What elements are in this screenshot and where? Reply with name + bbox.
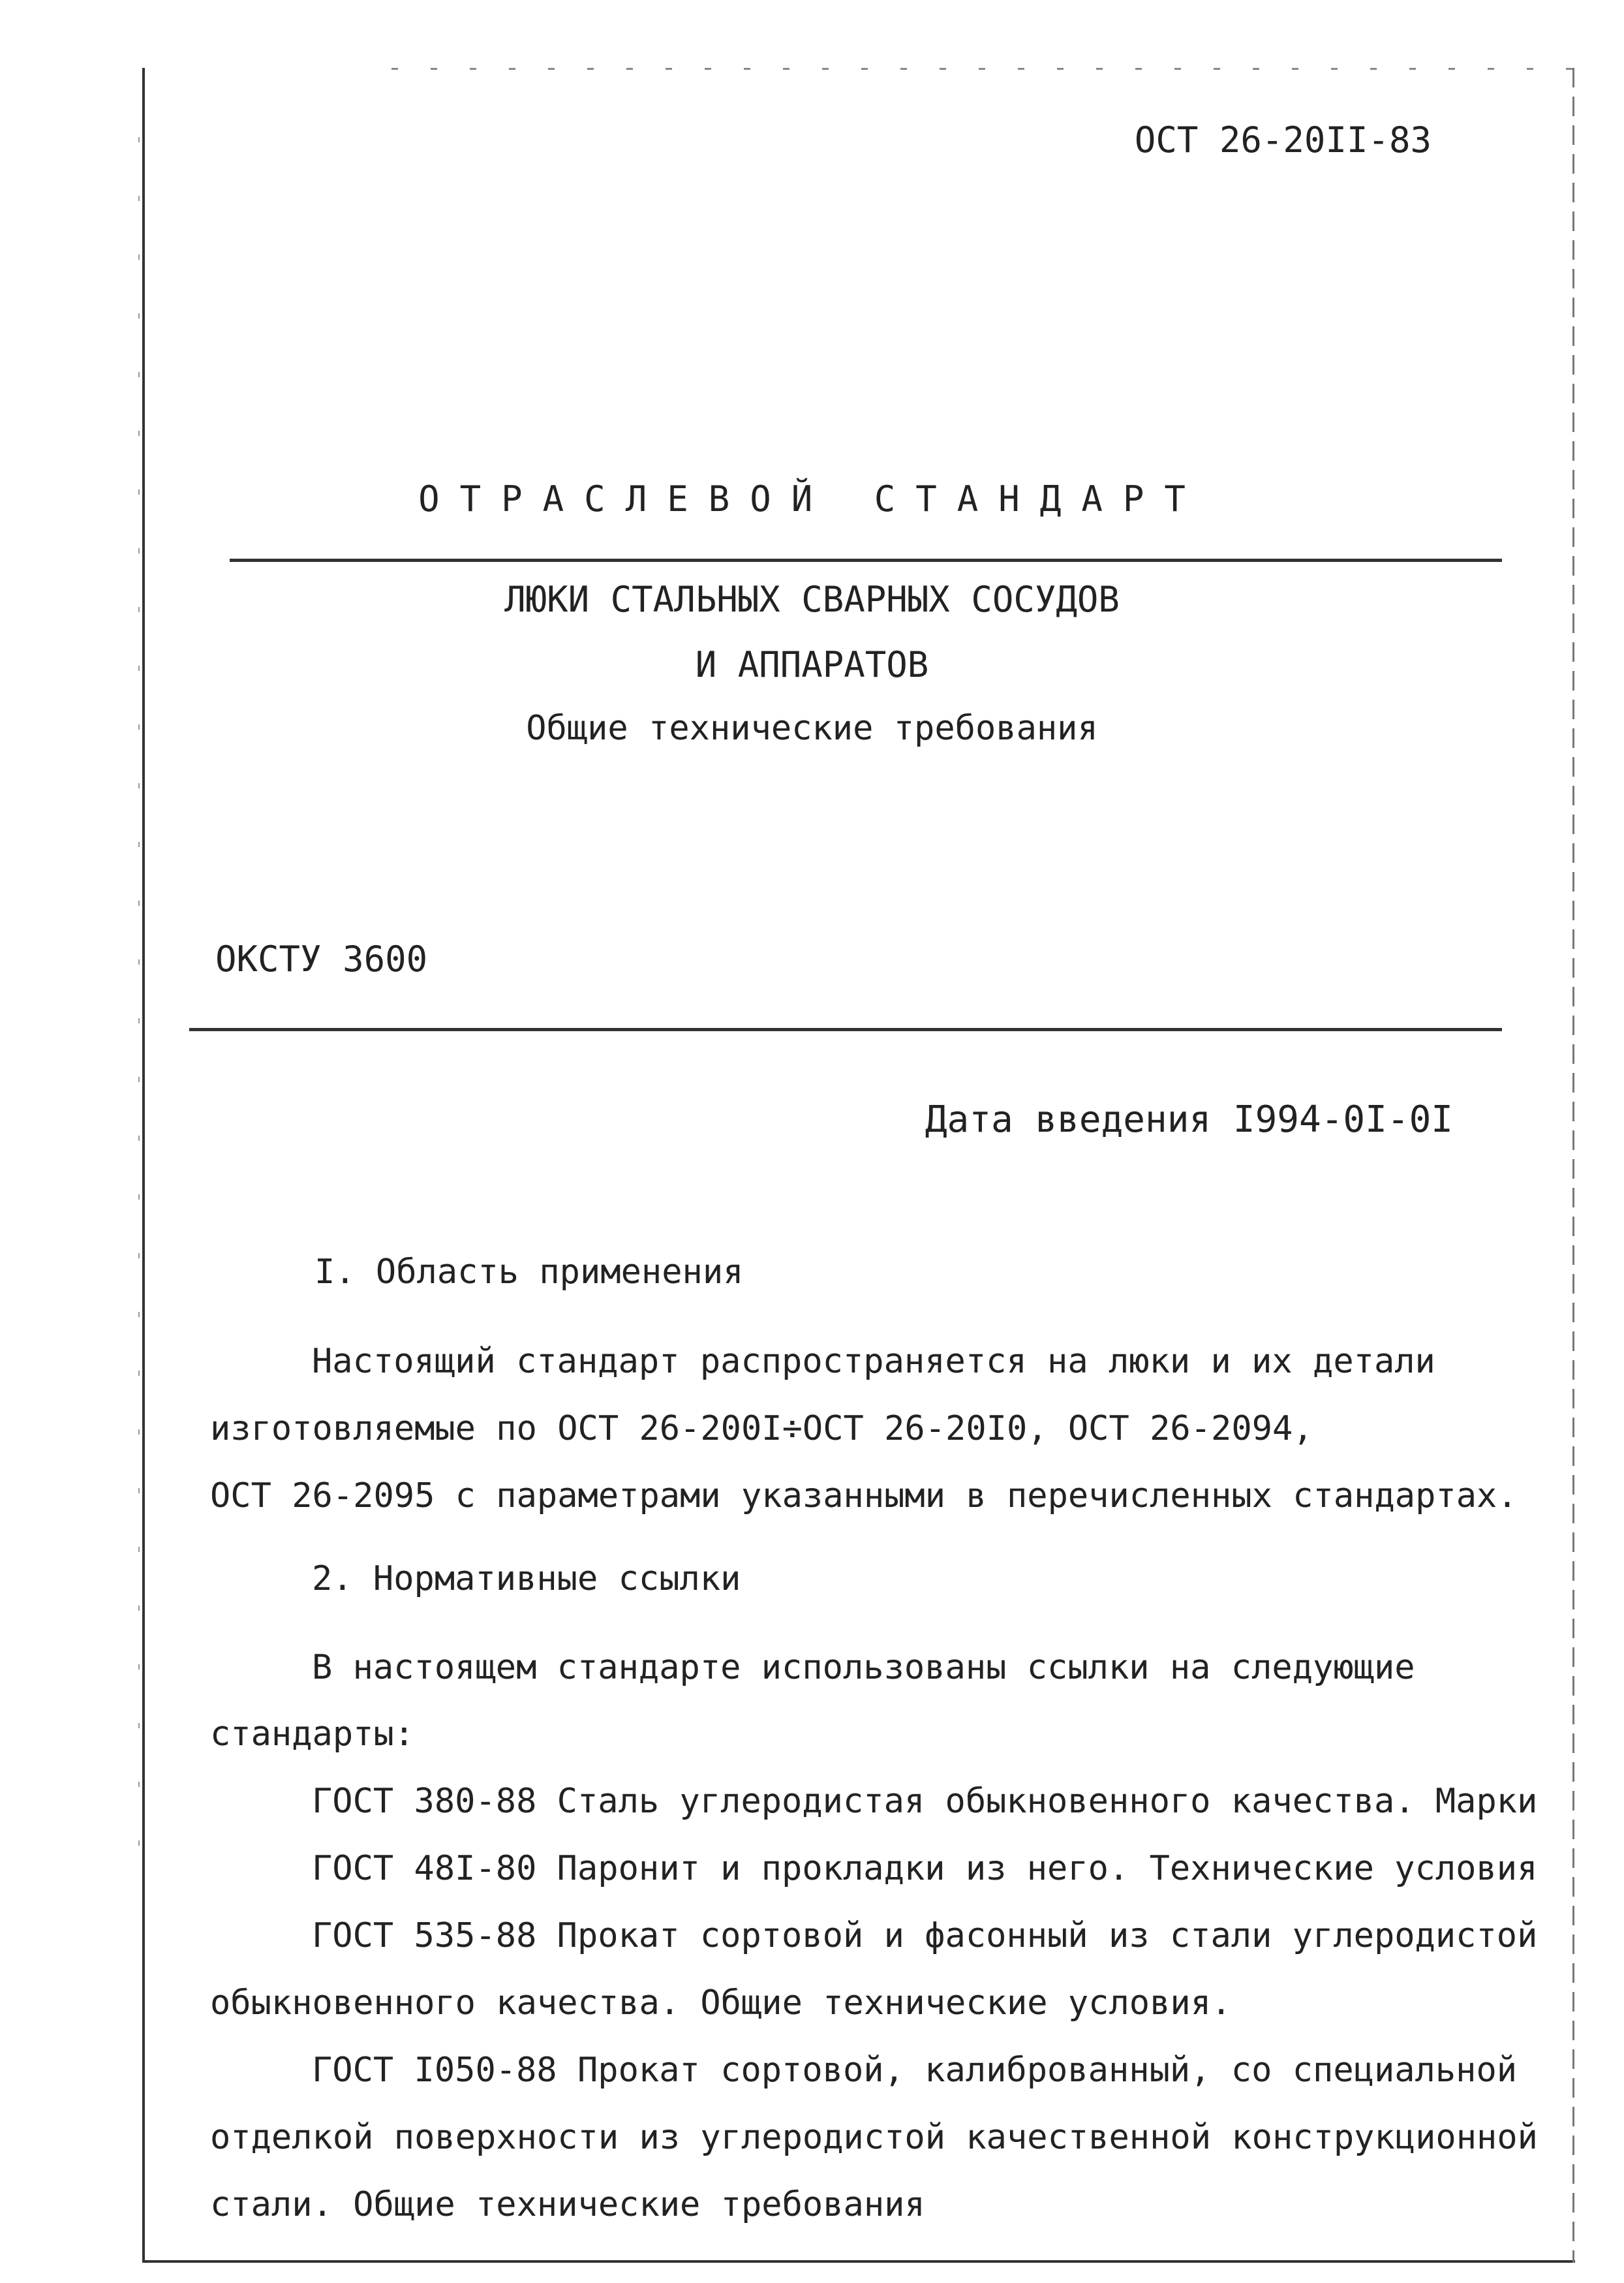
reference-line: ГОСТ 48I-80 Паронит и прокладки из него. Технические условия: [312, 1849, 1538, 1888]
page-frame-right-line: [1572, 68, 1574, 2263]
page-frame-top-line: [391, 68, 1572, 70]
document-title-line-1: ЛЮКИ СТАЛЬНЫХ СВАРНЫХ СОСУДОВ: [504, 579, 1120, 620]
section-2-intro-line: В настоящем стандарте использованы ссылки на следующие: [312, 1648, 1415, 1687]
document-code: ОСТ 26-20II-83: [1134, 119, 1432, 161]
page-frame-bottom-line: [142, 2260, 1575, 2263]
title-rule-top: [230, 559, 1502, 562]
page-frame-left-line: [142, 68, 145, 2263]
reference-line: обыкновенного качества. Общие технические условия.: [210, 1983, 1232, 2023]
reference-line: ГОСТ 535-88 Прокат сортовой и фасонный из стали углеродистой: [312, 1916, 1538, 1955]
scan-artifact-dots: [138, 137, 140, 1899]
document-subtitle: Общие технические требования: [526, 709, 1098, 748]
reference-line: ГОСТ 380-88 Сталь углеродистая обыкновенного качества. Марки: [312, 1782, 1538, 1821]
standard-type-heading: ОТРАСЛЕВОЙ СТАНДАРТ: [418, 478, 1206, 520]
title-rule-bottom: [189, 1028, 1502, 1031]
section-2-heading: 2. Нормативные ссылки: [312, 1559, 741, 1598]
reference-line: стали. Общие технические требования: [210, 2185, 925, 2224]
section-1-text-line: ОСТ 26-2095 с параметрами указанными в перечисленных стандартах.: [210, 1476, 1518, 1515]
section-1-text-line: Настоящий стандарт распространяется на люки и их детали: [312, 1342, 1435, 1381]
section-2-intro-line: стандарты:: [210, 1715, 415, 1754]
document-title-line-2: И АППАРАТОВ: [695, 644, 929, 685]
reference-line: отделкой поверхности из углеродистой качественной конструкционной: [210, 2118, 1538, 2157]
introduction-date: Дата введения I994-0I-0I: [925, 1098, 1453, 1141]
reference-line: ГОСТ I050-88 Прокат сортовой, калиброванный, со специальной: [312, 2051, 1518, 2090]
section-1-heading: I. Область применения: [314, 1252, 744, 1292]
section-1-text-line: изготовляемые по ОСТ 26-200I÷ОСТ 26-20I0, ОСТ 26-2094,: [210, 1409, 1313, 1448]
okstu-code: ОКСТУ 3600: [215, 939, 428, 980]
